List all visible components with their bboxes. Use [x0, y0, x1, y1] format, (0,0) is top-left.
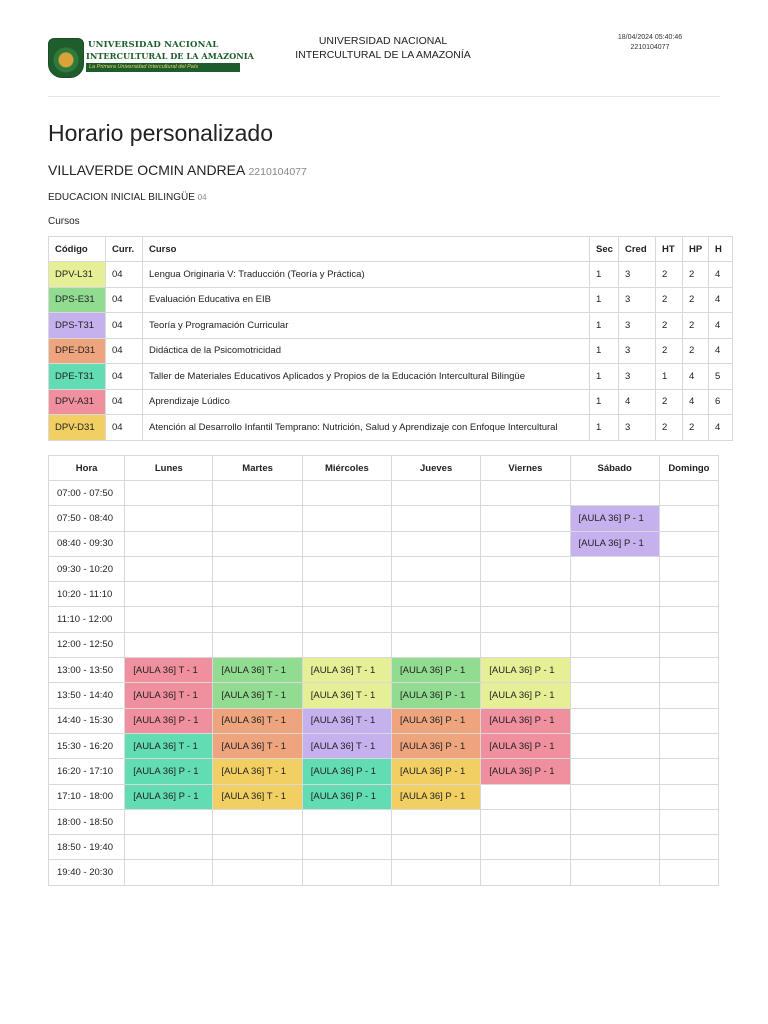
- course-credits: 3: [619, 415, 656, 441]
- empty-slot-lunes: [125, 607, 213, 632]
- empty-slot-lunes: [125, 860, 213, 885]
- time-slot: 14:40 - 15:30: [49, 708, 125, 733]
- empty-slot-jueves: [392, 481, 481, 506]
- empty-slot-domingo: [659, 809, 718, 834]
- day-header-sabado: Sábado: [570, 456, 659, 481]
- empty-slot-sabado: [570, 759, 659, 784]
- schedule-table: [48, 455, 719, 886]
- empty-slot-viernes: [481, 784, 570, 809]
- course-ht: 2: [656, 338, 683, 364]
- empty-slot-martes: [213, 506, 302, 531]
- course-curriculum: 04: [106, 313, 143, 339]
- empty-slot-domingo: [659, 582, 718, 607]
- course-hp: 4: [683, 364, 709, 390]
- course-curriculum: 04: [106, 338, 143, 364]
- course-section: 1: [590, 389, 619, 415]
- schedule-row: [49, 733, 719, 758]
- course-credits: 3: [619, 313, 656, 339]
- empty-slot-domingo: [659, 835, 718, 860]
- course-row: [49, 415, 733, 441]
- col-header-codigo: Código: [49, 237, 106, 262]
- course-name: Evaluación Educativa en EIB: [143, 287, 590, 313]
- empty-slot-sabado: [570, 556, 659, 581]
- schedule-row: [49, 658, 719, 683]
- empty-slot-miercoles: [302, 860, 391, 885]
- student-info: [48, 162, 307, 178]
- empty-slot-sabado: [570, 809, 659, 834]
- day-header-viernes: Viernes: [481, 456, 570, 481]
- program-curriculum: 04: [197, 193, 207, 202]
- course-name: Teoría y Programación Curricular: [143, 313, 590, 339]
- time-slot: 16:20 - 17:10: [49, 759, 125, 784]
- course-hp: 2: [683, 313, 709, 339]
- empty-slot-martes: [213, 481, 302, 506]
- course-ht: 2: [656, 262, 683, 288]
- empty-slot-miercoles: [302, 506, 391, 531]
- print-timestamp: 18/04/2024 05:40:46: [617, 34, 683, 41]
- time-slot: 08:40 - 09:30: [49, 531, 125, 556]
- course-name: Taller de Materiales Educativos Aplicados y Propios de la Educación Intercultural Bilingüe: [143, 364, 590, 390]
- empty-slot-sabado: [570, 733, 659, 758]
- class-block-martes: [AULA 36] T - 1: [213, 784, 302, 809]
- page-title: Horario personalizado: [48, 120, 274, 146]
- empty-slot-domingo: [659, 860, 718, 885]
- course-curriculum: 04: [106, 287, 143, 313]
- empty-slot-lunes: [125, 506, 213, 531]
- empty-slot-miercoles: [302, 481, 391, 506]
- class-block-martes: [AULA 36] T - 1: [213, 759, 302, 784]
- empty-slot-martes: [213, 835, 302, 860]
- empty-slot-domingo: [659, 784, 718, 809]
- course-section: 1: [590, 262, 619, 288]
- university-title: [278, 34, 488, 62]
- empty-slot-sabado: [570, 582, 659, 607]
- time-slot: 15:30 - 16:20: [49, 733, 125, 758]
- course-section: 1: [590, 415, 619, 441]
- empty-slot-jueves: [392, 607, 481, 632]
- print-code: 2210104077: [630, 44, 670, 51]
- courses-header-row: [49, 237, 733, 262]
- courses-section-label: Cursos: [48, 216, 80, 227]
- col-header-sec: Sec: [590, 237, 619, 262]
- empty-slot-lunes: [125, 531, 213, 556]
- course-row: [49, 262, 733, 288]
- course-hp: 2: [683, 415, 709, 441]
- empty-slot-miercoles: [302, 582, 391, 607]
- course-ht: 2: [656, 389, 683, 415]
- empty-slot-miercoles: [302, 809, 391, 834]
- empty-slot-viernes: [481, 835, 570, 860]
- schedule-row: [49, 556, 719, 581]
- empty-slot-sabado: [570, 708, 659, 733]
- empty-slot-martes: [213, 860, 302, 885]
- course-code: DPS-E31: [49, 287, 106, 313]
- class-block-lunes: [AULA 36] T - 1: [125, 733, 213, 758]
- course-hours: 6: [709, 389, 733, 415]
- course-credits: 3: [619, 364, 656, 390]
- empty-slot-viernes: [481, 582, 570, 607]
- class-block-viernes: [AULA 36] P - 1: [481, 759, 570, 784]
- col-header-curr: Curr.: [106, 237, 143, 262]
- empty-slot-domingo: [659, 658, 718, 683]
- empty-slot-viernes: [481, 556, 570, 581]
- empty-slot-sabado: [570, 860, 659, 885]
- empty-slot-jueves: [392, 809, 481, 834]
- empty-slot-miercoles: [302, 531, 391, 556]
- logo-tagline: La Primera Universidad Intercultural del País: [86, 63, 240, 72]
- class-block-martes: [AULA 36] T - 1: [213, 708, 302, 733]
- time-slot: 19:40 - 20:30: [49, 860, 125, 885]
- empty-slot-viernes: [481, 506, 570, 531]
- course-section: 1: [590, 338, 619, 364]
- empty-slot-martes: [213, 809, 302, 834]
- empty-slot-sabado: [570, 632, 659, 657]
- empty-slot-viernes: [481, 860, 570, 885]
- page-header: [48, 28, 720, 97]
- class-block-lunes: [AULA 36] P - 1: [125, 784, 213, 809]
- schedule-row: [49, 683, 719, 708]
- course-name: Didáctica de la Psicomotricidad: [143, 338, 590, 364]
- day-header-lunes: Lunes: [125, 456, 213, 481]
- day-header-martes: Martes: [213, 456, 302, 481]
- class-block-martes: [AULA 36] T - 1: [213, 733, 302, 758]
- time-slot: 07:50 - 08:40: [49, 506, 125, 531]
- empty-slot-martes: [213, 531, 302, 556]
- empty-slot-sabado: [570, 835, 659, 860]
- schedule-row: [49, 784, 719, 809]
- schedule-row: [49, 481, 719, 506]
- time-slot: 12:00 - 12:50: [49, 632, 125, 657]
- class-block-jueves: [AULA 36] P - 1: [392, 683, 481, 708]
- schedule-row: [49, 835, 719, 860]
- empty-slot-viernes: [481, 632, 570, 657]
- course-ht: 2: [656, 287, 683, 313]
- course-hp: 2: [683, 262, 709, 288]
- class-block-sabado: [AULA 36] P - 1: [570, 506, 659, 531]
- empty-slot-lunes: [125, 481, 213, 506]
- empty-slot-sabado: [570, 784, 659, 809]
- empty-slot-viernes: [481, 607, 570, 632]
- class-block-miercoles: [AULA 36] P - 1: [302, 784, 391, 809]
- col-header-ht: HT: [656, 237, 683, 262]
- class-block-miercoles: [AULA 36] P - 1: [302, 759, 391, 784]
- course-ht: 2: [656, 415, 683, 441]
- schedule-row: [49, 759, 719, 784]
- empty-slot-jueves: [392, 632, 481, 657]
- schedule-row: [49, 582, 719, 607]
- schedule-row: [49, 506, 719, 531]
- class-block-martes: [AULA 36] T - 1: [213, 658, 302, 683]
- class-block-miercoles: [AULA 36] T - 1: [302, 733, 391, 758]
- empty-slot-lunes: [125, 835, 213, 860]
- course-name: Atención al Desarrollo Infantil Temprano: Nutrición, Salud y Aprendizaje con Enfoque Intercultural: [143, 415, 590, 441]
- empty-slot-lunes: [125, 632, 213, 657]
- schedule-row: [49, 607, 719, 632]
- time-slot: 13:50 - 14:40: [49, 683, 125, 708]
- empty-slot-sabado: [570, 481, 659, 506]
- course-credits: 3: [619, 287, 656, 313]
- empty-slot-domingo: [659, 481, 718, 506]
- time-slot: 09:30 - 10:20: [49, 556, 125, 581]
- empty-slot-martes: [213, 582, 302, 607]
- empty-slot-domingo: [659, 506, 718, 531]
- class-block-miercoles: [AULA 36] T - 1: [302, 683, 391, 708]
- class-block-viernes: [AULA 36] P - 1: [481, 708, 570, 733]
- university-title-line2: INTERCULTURAL DE LA AMAZONÍA: [295, 49, 471, 61]
- time-slot: 07:00 - 07:50: [49, 481, 125, 506]
- empty-slot-domingo: [659, 632, 718, 657]
- schedule-row: [49, 531, 719, 556]
- col-header-cred: Cred: [619, 237, 656, 262]
- class-block-jueves: [AULA 36] P - 1: [392, 759, 481, 784]
- logo-name-line1: UNIVERSIDAD NACIONAL: [88, 40, 219, 50]
- empty-slot-sabado: [570, 683, 659, 708]
- course-section: 1: [590, 287, 619, 313]
- schedule-row: [49, 809, 719, 834]
- course-row: [49, 389, 733, 415]
- empty-slot-sabado: [570, 607, 659, 632]
- empty-slot-jueves: [392, 582, 481, 607]
- course-code: DPE-D31: [49, 338, 106, 364]
- university-logo: [48, 38, 254, 78]
- course-hours: 4: [709, 415, 733, 441]
- course-ht: 2: [656, 313, 683, 339]
- course-name: Aprendizaje Lúdico: [143, 389, 590, 415]
- empty-slot-viernes: [481, 531, 570, 556]
- course-hp: 4: [683, 389, 709, 415]
- empty-slot-lunes: [125, 582, 213, 607]
- course-section: 1: [590, 313, 619, 339]
- empty-slot-lunes: [125, 809, 213, 834]
- course-curriculum: 04: [106, 415, 143, 441]
- schedule-row: [49, 632, 719, 657]
- course-hours: 4: [709, 287, 733, 313]
- empty-slot-domingo: [659, 531, 718, 556]
- empty-slot-domingo: [659, 683, 718, 708]
- time-slot: 13:00 - 13:50: [49, 658, 125, 683]
- student-name: VILLAVERDE OCMIN ANDREA: [48, 162, 245, 178]
- class-block-lunes: [AULA 36] P - 1: [125, 759, 213, 784]
- courses-table: [48, 236, 733, 441]
- empty-slot-domingo: [659, 607, 718, 632]
- course-hours: 4: [709, 338, 733, 364]
- col-header-hp: HP: [683, 237, 709, 262]
- course-hp: 2: [683, 338, 709, 364]
- course-credits: 3: [619, 338, 656, 364]
- course-name: Lengua Originaria V: Traducción (Teoría y Práctica): [143, 262, 590, 288]
- student-code: 2210104077: [248, 166, 307, 178]
- empty-slot-lunes: [125, 556, 213, 581]
- class-block-miercoles: [AULA 36] T - 1: [302, 708, 391, 733]
- empty-slot-viernes: [481, 809, 570, 834]
- class-block-sabado: [AULA 36] P - 1: [570, 531, 659, 556]
- university-title-line1: UNIVERSIDAD NACIONAL: [318, 35, 448, 47]
- class-block-viernes: [AULA 36] P - 1: [481, 733, 570, 758]
- empty-slot-jueves: [392, 531, 481, 556]
- empty-slot-jueves: [392, 506, 481, 531]
- course-code: DPE-T31: [49, 364, 106, 390]
- course-ht: 1: [656, 364, 683, 390]
- course-credits: 4: [619, 389, 656, 415]
- day-header-domingo: Domingo: [659, 456, 718, 481]
- course-code: DPS-T31: [49, 313, 106, 339]
- course-row: [49, 287, 733, 313]
- class-block-viernes: [AULA 36] P - 1: [481, 658, 570, 683]
- course-row: [49, 313, 733, 339]
- logo-name-line2: INTERCULTURAL DE LA AMAZONIA: [86, 51, 254, 61]
- course-hp: 2: [683, 287, 709, 313]
- empty-slot-miercoles: [302, 607, 391, 632]
- empty-slot-domingo: [659, 708, 718, 733]
- course-section: 1: [590, 364, 619, 390]
- empty-slot-viernes: [481, 481, 570, 506]
- schedule-row: [49, 708, 719, 733]
- time-slot: 18:00 - 18:50: [49, 809, 125, 834]
- col-header-h: H: [709, 237, 733, 262]
- course-hours: 5: [709, 364, 733, 390]
- empty-slot-domingo: [659, 733, 718, 758]
- schedule-row: [49, 860, 719, 885]
- course-curriculum: 04: [106, 262, 143, 288]
- class-block-jueves: [AULA 36] P - 1: [392, 784, 481, 809]
- course-row: [49, 338, 733, 364]
- time-slot: 17:10 - 18:00: [49, 784, 125, 809]
- class-block-viernes: [AULA 36] P - 1: [481, 683, 570, 708]
- course-row: [49, 364, 733, 390]
- empty-slot-jueves: [392, 835, 481, 860]
- program-name: EDUCACION INICIAL BILINGÜE: [48, 192, 195, 203]
- class-block-lunes: [AULA 36] P - 1: [125, 708, 213, 733]
- empty-slot-martes: [213, 556, 302, 581]
- empty-slot-miercoles: [302, 835, 391, 860]
- course-curriculum: 04: [106, 364, 143, 390]
- class-block-miercoles: [AULA 36] T - 1: [302, 658, 391, 683]
- empty-slot-martes: [213, 607, 302, 632]
- empty-slot-sabado: [570, 658, 659, 683]
- class-block-martes: [AULA 36] T - 1: [213, 683, 302, 708]
- course-credits: 3: [619, 262, 656, 288]
- empty-slot-domingo: [659, 556, 718, 581]
- schedule-header-row: [49, 456, 719, 481]
- empty-slot-martes: [213, 632, 302, 657]
- time-slot: 10:20 - 11:10: [49, 582, 125, 607]
- class-block-lunes: [AULA 36] T - 1: [125, 658, 213, 683]
- empty-slot-jueves: [392, 556, 481, 581]
- empty-slot-jueves: [392, 860, 481, 885]
- class-block-jueves: [AULA 36] P - 1: [392, 708, 481, 733]
- day-header-miercoles: Miércoles: [302, 456, 391, 481]
- empty-slot-miercoles: [302, 632, 391, 657]
- empty-slot-miercoles: [302, 556, 391, 581]
- time-slot: 11:10 - 12:00: [49, 607, 125, 632]
- course-hours: 4: [709, 262, 733, 288]
- print-stamp: [600, 33, 700, 53]
- class-block-jueves: [AULA 36] P - 1: [392, 733, 481, 758]
- course-code: DPV-A31: [49, 389, 106, 415]
- course-code: DPV-D31: [49, 415, 106, 441]
- day-header-jueves: Jueves: [392, 456, 481, 481]
- time-slot: 18:50 - 19:40: [49, 835, 125, 860]
- class-block-lunes: [AULA 36] T - 1: [125, 683, 213, 708]
- university-seal-icon: [48, 38, 84, 78]
- col-header-curso: Curso: [143, 237, 590, 262]
- course-hours: 4: [709, 313, 733, 339]
- course-code: DPV-L31: [49, 262, 106, 288]
- day-header-hora: Hora: [49, 456, 125, 481]
- course-curriculum: 04: [106, 389, 143, 415]
- program-info: [48, 192, 207, 203]
- empty-slot-domingo: [659, 759, 718, 784]
- class-block-jueves: [AULA 36] P - 1: [392, 658, 481, 683]
